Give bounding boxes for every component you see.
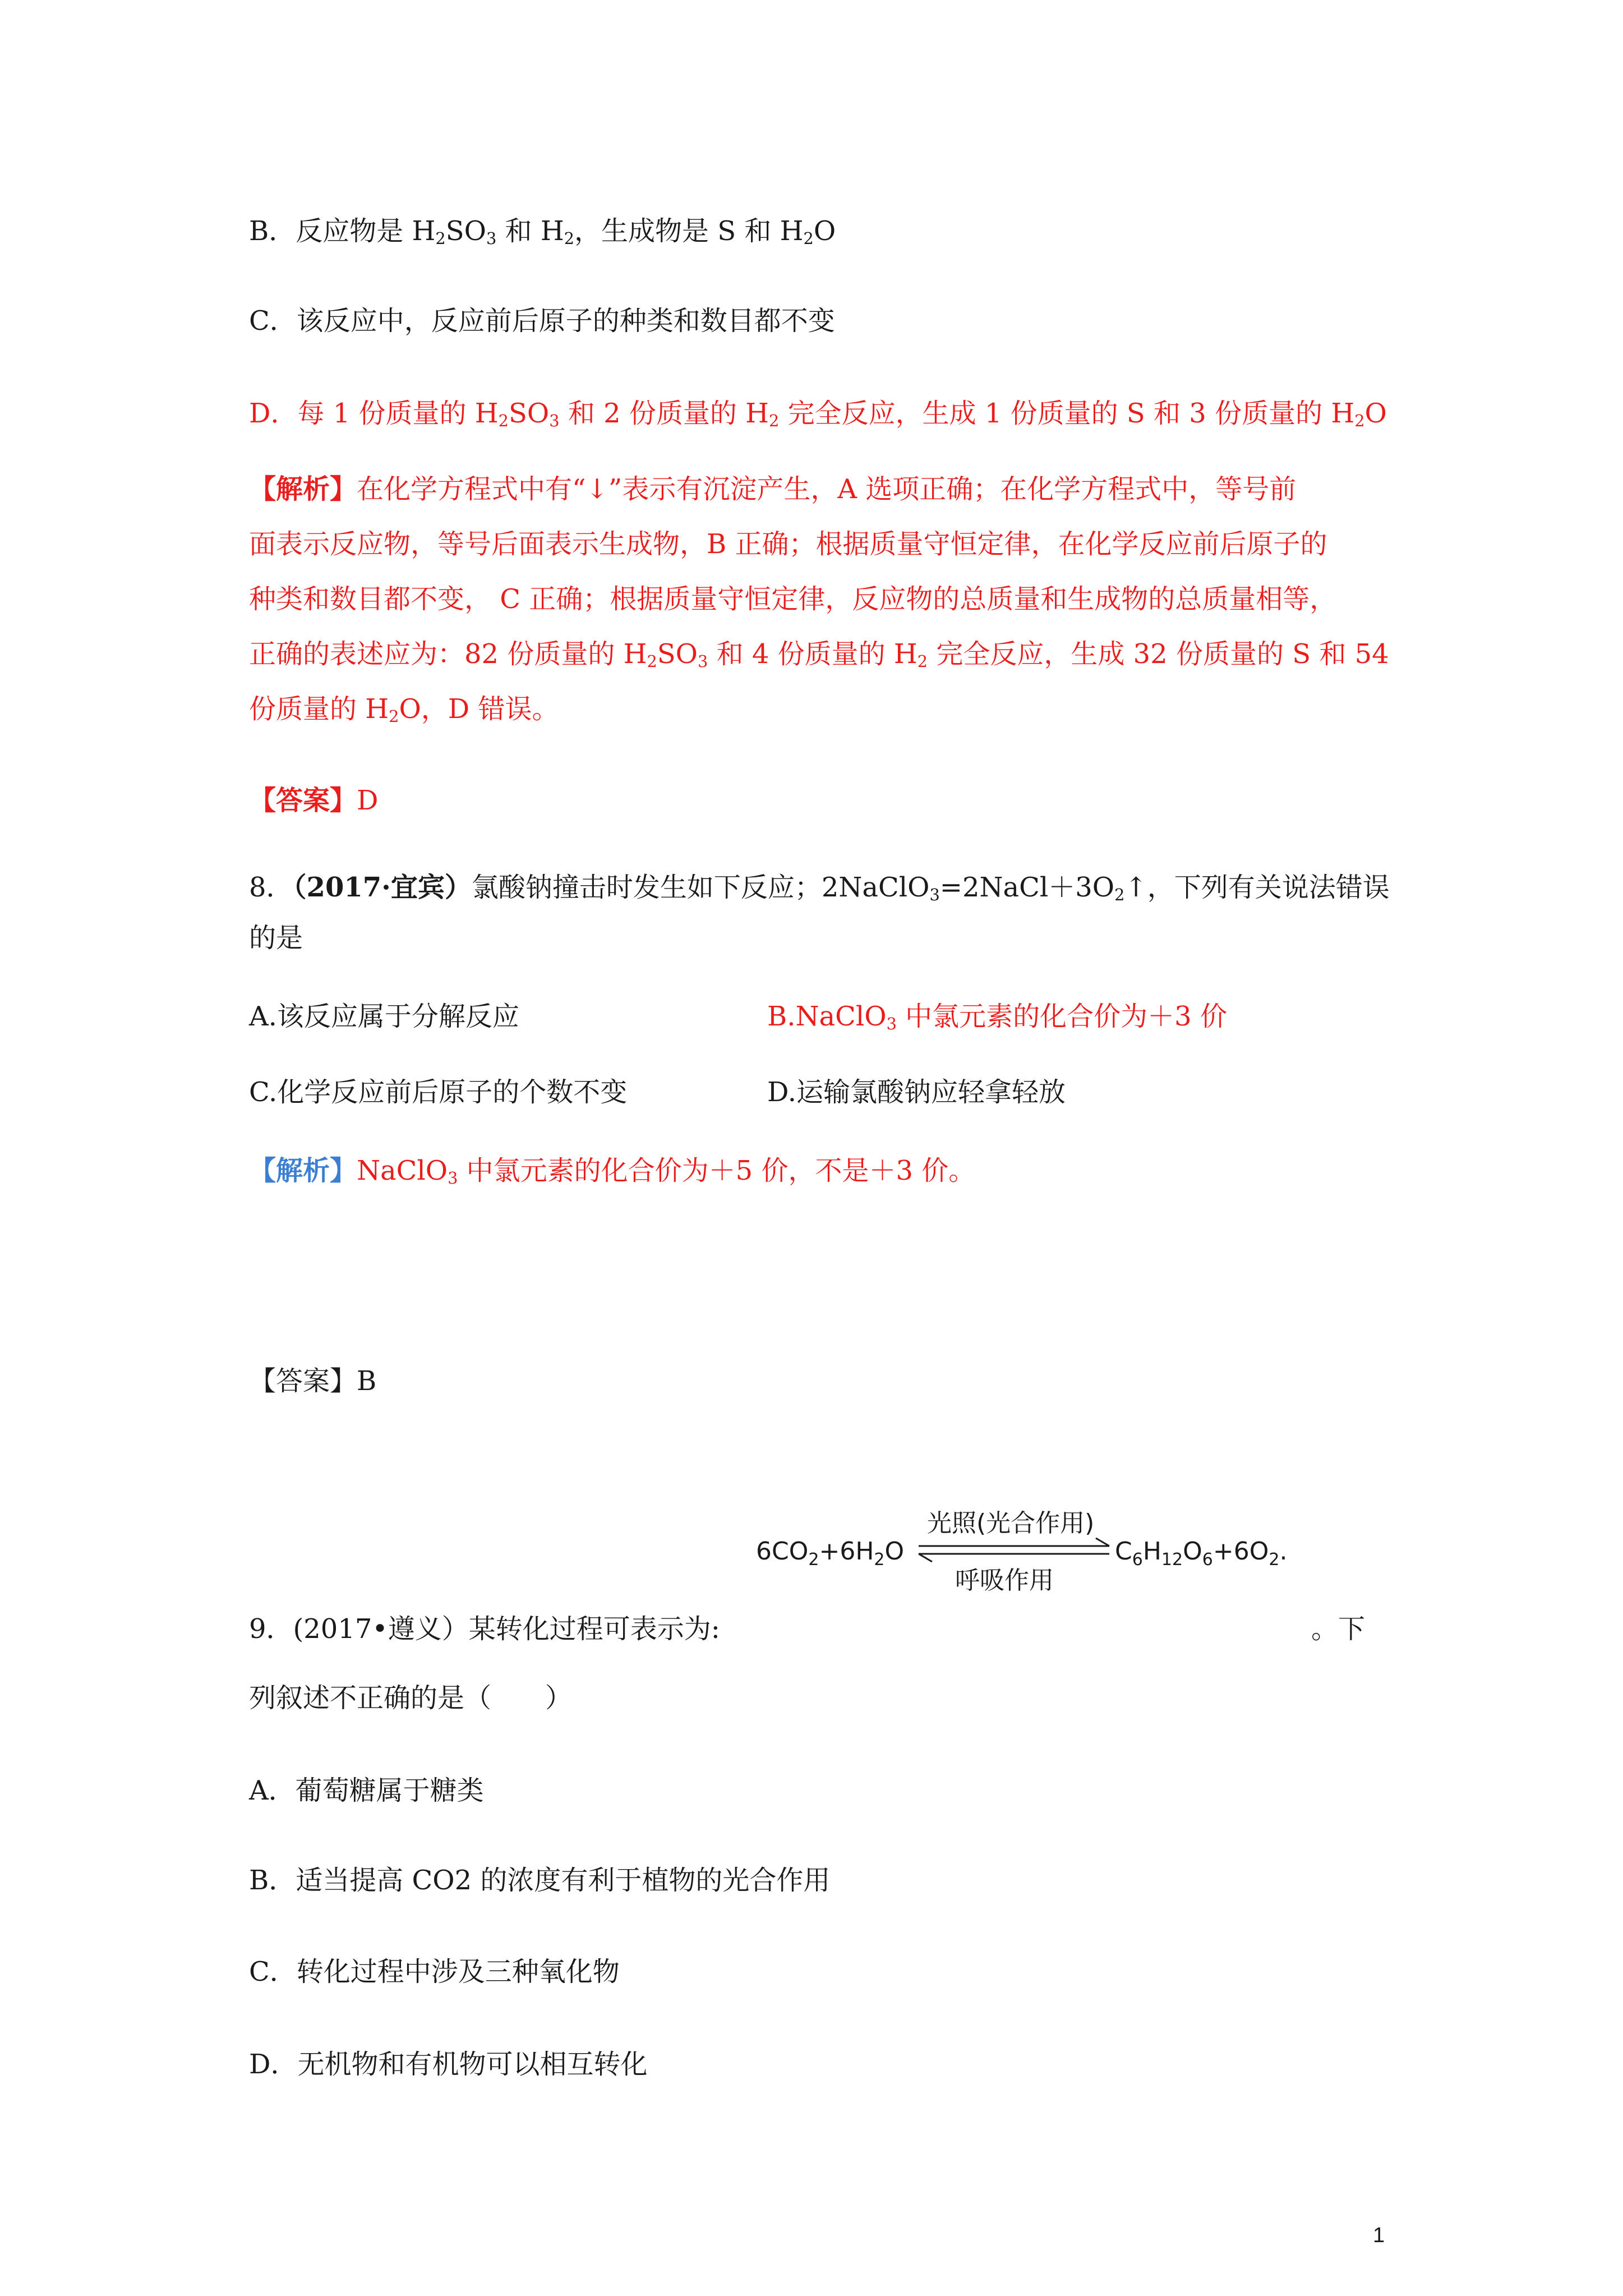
q7-answer (249, 783, 379, 818)
q9-stem-tail: 。下 (1311, 1613, 1366, 1645)
q7-analysis-tag: 【解析】 (249, 473, 357, 505)
q7-answer-value: D (357, 785, 379, 816)
q7-answer-tag: 【答案】 (249, 785, 357, 816)
equation-products: $C_6H_{12}O_6+6O_2$. (1115, 1537, 1288, 1570)
q9-option-b: B．适当提高 CO2 的浓度有利于植物的光合作用 (249, 1865, 831, 1896)
q9-option-d: D．无机物和有机物可以相互转化 (249, 2049, 648, 2080)
q8-stem-line-1: 8．（2017·宜宾）氯酸钠撞击时发生如下反应；$2NaClO_3=2NaCl+3O_2↑$，下列有关说法错误 (249, 872, 1390, 905)
q8-answer-value: B (357, 1365, 377, 1397)
q7-analysis-line-1: 【解析】在化学方程式中有“↓”表示有沉淀产生，A 选项正确；在化学方程式中，等号前 (249, 473, 1297, 505)
q7-option-c: C．该反应中，反应前后原子的种类和数目都不变 (249, 305, 835, 337)
q8-option-d: D.运输氯酸钠应轻拿轻放 (767, 1076, 1066, 1108)
q8-option-a: A.该反应属于分解反应 (249, 1001, 519, 1032)
page-number: 1 (1373, 2224, 1385, 2247)
q8-option-b: B.NaClO$_3$ 中氯元素的化合价为＋3 价 (767, 1001, 1227, 1034)
q9-option-a: A．葡萄糖属于糖类 (249, 1775, 484, 1806)
equation-reactants: $6CO_2+6H_2O$ (756, 1537, 905, 1570)
equation-bottom-label: 呼吸作用 (955, 1566, 1054, 1595)
q7-option-b: B．反应物是 $H_2SO_3$ 和 $H_2$，生成物是 S 和 $H_2O$ (249, 215, 836, 249)
q8-option-c: C.化学反应前后原子的个数不变 (249, 1076, 628, 1108)
q9-option-c: C．转化过程中涉及三种氧化物 (249, 1956, 620, 1987)
q8-analysis: 【解析】NaClO$_3$ 中氯元素的化合价为＋5 价，不是＋3 价。 (249, 1155, 976, 1188)
double-arrow-icon (919, 1538, 1109, 1562)
q9-stem-line-1: 9．(2017•遵义）某转化过程可表示为: (249, 1613, 720, 1645)
q8-answer-tag: 【答案】 (249, 1365, 357, 1397)
equation-top-label: 光照(光合作用) (927, 1509, 1095, 1538)
q7-analysis-line-2: 面表示反应物，等号后面表示生成物，B 正确；根据质量守恒定律，在化学反应前后原子的 (249, 528, 1327, 560)
q8-analysis-tag: 【解析】 (249, 1155, 357, 1186)
q8-stem-line-2: 的是 (249, 922, 303, 954)
q9-stem-line-2: 列叙述不正确的是（ ） (249, 1682, 573, 1714)
photosynthesis-equation (756, 1499, 1362, 1617)
q7-analysis-line-3: 种类和数目都不变， C 正确；根据质量守恒定律，反应物的总质量和生成物的总质量相等， (249, 583, 1337, 615)
q8-answer (249, 1363, 376, 1399)
q7-option-d: D．每 1 份质量的 $H_2SO_3$ 和 2 份质量的 $H_2$ 完全反应，生成 1 份质量的 S 和 3 份质量的 $H_2O$ (249, 398, 1387, 431)
q7-analysis-line-5: 份质量的 $H_2O$，D 错误。 (249, 693, 559, 726)
q7-analysis-line-4: 正确的表述应为：82 份质量的 $H_2SO_3$ 和 4 份质量的 $H_2$ 完全反应，生成 32 份质量的 S 和 54 (249, 638, 1389, 671)
